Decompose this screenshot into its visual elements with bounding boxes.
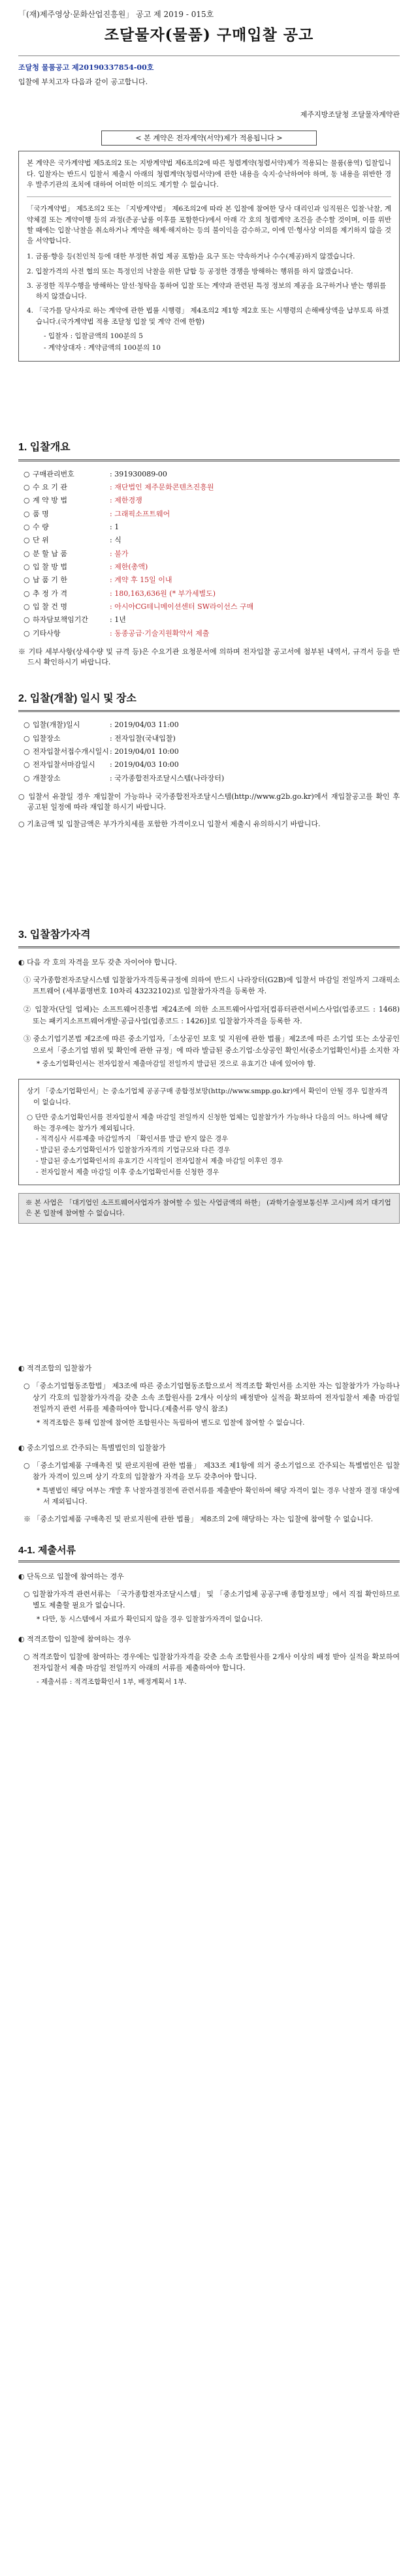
schedule-row-key: 입찰(개찰)일시 (33, 721, 80, 730)
eligibility-item: ① 국가종합전자조달시스템 입찰참가자격등록규정에 의하여 반드시 나라장터(G2B)에 입찰서 마감일 전일까지 그래픽소프트웨어 (세부품명번호 10차리 43232102)로 입찰참가자격을 등록한 자. (24, 975, 400, 996)
overview-row-value: : 동종공급·기술지원확약서 제출 (110, 628, 210, 638)
sme-certificate-box (18, 1079, 400, 1185)
overview-row-key: 수 요 기 관 (33, 483, 67, 491)
schedule-row (24, 745, 400, 758)
overview-row (24, 548, 400, 561)
overview-row-value: : 식 (110, 536, 121, 545)
sme-box-line: - 적격심사 서류제출 마감일까지 「확인서를 발급 받지 않은 경우 (36, 1135, 229, 1143)
bullet-icon: ○ (24, 615, 30, 625)
section-title-overview: 1. 입찰개요 (18, 440, 400, 461)
sme-box-line: ○ 단만 중소기업확인서를 전자입찰서 제출 마감일 전일까지 신청한 업체는 입찰참가가 가능하나 다음의 어느 하나에 해당하는 경우에는 참가가 제외됩니다. (27, 1113, 388, 1132)
documents-para: ○ 입찰참가자격 관련서류는 「국가종합전자조달시스템」 및 「중소기업체 공공구매 종합정보망」에서 직접 확인하므로 별도 제출할 필요가 없습니다. (24, 1589, 400, 1610)
contract-para-1: 본 계약은 국가계약법 제5조의2 또는 지방계약법 제6조의2에 따른 청렴계약(청렴서약)제가 적용되는 물품(용역) 입찰입니다. 입찰자는 반드시 입찰서 제출시 아래의 청렴계약(청렴서약)에 관한 내용을 숙지·승낙하여야 하며, 동 내용을 위반한 경우 발주기관의 조치에 대하여 어떠한 이의도 제기할 수 없습니다. (27, 159, 391, 189)
schedule-row-value: : 2019/04/01 10:00 (110, 747, 179, 756)
schedule-row-value: : 국가종합전자조달시스템(나라장터) (110, 773, 225, 783)
overview-row-value: : 계약 후 15일 이내 (110, 576, 172, 585)
combo-para: ○ 「중소기업협동조합법」 제3조에 따른 중소기업협동조합으로서 적격조합 확인서를 소지한 자는 입찰참가가 가능하나 상기 각호의 입찰참가자격을 갖춘 소속 조합원사를 2개사 이상의 배정받아 실적을 확보하여 전자입찰서 제출 마감일 전일까지 관련 서류를 제출하여야 합니다.(제출서류 양식 참조) (24, 1382, 400, 1414)
overview-row-key: 계 약 방 법 (33, 496, 67, 505)
eligibility-item: ② 입찰자(단일 업체)는 소프트웨어진흥법 제24조에 의한 소프트웨어사업자[컴퓨터관련서비스사업(업종코드 : 1468) 또는 패키지소프트웨어개발·공급사업(업종코드 : 1426)]로 입찰참가자격을 등록한 자. (24, 1005, 400, 1025)
contract-item: 1. 금품·향응 등(친인척 등에 대한 부정한 취업 제공 포함)을 요구 또는 약속하거나 수수(제공)하지 않겠습니다. (27, 253, 355, 261)
overview-row-key: 기타사항 (33, 628, 61, 638)
schedule-row-key: 입찰장소 (33, 734, 61, 743)
eligibility-item-note: * 중소기업확인서는 전자입찰서 제출마감일 전일까지 발급된 것으로 유효기간 내에 있어야 함. (37, 1060, 316, 1068)
overview-row-value: : 1 (110, 523, 120, 532)
overview-row-key: 입 찰 방 법 (33, 563, 67, 572)
documents-last: - 제출서류 : 적격조합확인서 1부, 배정계획서 1부. (37, 1677, 187, 1686)
bullet-icon: ○ (24, 469, 30, 478)
schedule-row (24, 772, 400, 785)
documents-para-2: ○ 적격조합이 입찰에 참여하는 경우에는 입찰참가자격을 갖춘 소속 조합원사를 2개사 이상의 배정 받아 실적을 확보하여 전자입찰서 제출 마감일 전일까지 아래의 서류를 제출하여야 합니다. (24, 1652, 400, 1673)
overview-row-value: : 제한(총액) (110, 563, 148, 572)
overview-row-value: : 아시아CG테니메이션센터 SW라이선스 구매 (110, 602, 254, 612)
bullet-icon: ○ (24, 536, 30, 545)
overview-row-key: 수 량 (33, 523, 49, 532)
section-title-eligibility: 3. 입찰참가자격 (18, 927, 400, 948)
integrity-contract-box (18, 151, 400, 362)
schedule-note: ○ 입찰서 유찰일 경우 재입찰이 가능하나 국가종합전자조달시스템(http://www.g2b.go.kr)에서 재입찰공고를 확인 후 공고된 일정에 따라 재입찰 하시기 바랍니다. (18, 792, 400, 811)
overview-row (24, 613, 400, 627)
bullet-icon: ○ (24, 563, 30, 572)
contract-sub: - 계약상대자 : 계약금액의 100분의 10 (44, 344, 161, 352)
schedule-row-value: : 전자입찰(국내입찰) (110, 734, 176, 743)
documents-note: * 다만, 동 시스템에서 자료가 확인되지 않을 경우 입찰참가자격이 없습니다. (37, 1615, 263, 1623)
overview-row (24, 627, 400, 640)
overview-row-key: 품 명 (33, 509, 49, 518)
overview-row-key: 단 위 (33, 536, 49, 545)
documents-head: ◐ 단독으로 입찰에 참여하는 경우 (18, 1572, 124, 1581)
overview-row-value: : 그래픽소프트웨어 (110, 509, 170, 518)
combo-head: ◐ 적격조합의 입찰참가 (18, 1364, 92, 1373)
bullet-icon: ○ (24, 576, 30, 585)
sme-box-line: - 발급된 중소기업확인서가 입찰참가자격의 기업규모와 다른 경우 (36, 1146, 231, 1155)
documents-head-2: ◐ 적격조합이 입찰에 참여하는 경우 (18, 1634, 131, 1643)
overview-row (24, 494, 400, 507)
bullet-icon: ○ (24, 589, 30, 598)
bullet-icon: ○ (24, 523, 30, 532)
overview-list (18, 468, 400, 640)
overview-row (24, 561, 400, 574)
eligibility-item: ③ 중소기업기본법 제2조에 따른 중소기업자,「소상공인 보호 및 지원에 관한 법률」제2조에 따른 소기업 또는 소상공인으로서「중소기업 범위 및 확인에 관한 규정」에 따라 발급된 중소기업·소상공인 확인서(중소기업확인서)를 소지한 자 (24, 1034, 400, 1055)
schedule-list (18, 719, 400, 785)
schedule-row-value: : 2019/04/03 11:00 (110, 721, 179, 730)
overview-row-key: 구매관리번호 (33, 469, 74, 478)
overview-row (24, 574, 400, 587)
schedule-row-key: 개찰장소 (33, 773, 61, 783)
divider (18, 55, 400, 56)
overview-row (24, 534, 400, 547)
overview-row (24, 468, 400, 481)
bullet-icon: ○ (24, 483, 30, 491)
sme-box-line: - 발급된 중소기업확인서의 유효기간 시작일이 전자입찰서 제출 마감일 이후인 경우 (36, 1156, 283, 1165)
notice-org: 「(재)제주영상·문화산업진흥원」 공고 제 2019 - 015호 (18, 10, 214, 19)
sme-box-line: 상기 「중소기업확인서」는 중소기업체 공공구매 종합정보망(http://www.smpp.go.kr)에서 확인이 안될 경우 입찰자격이 없습니다. (27, 1087, 388, 1106)
sme-box-line: - 전자입찰서 제출 마감일 이후 중소기업확인서를 신청한 경우 (36, 1168, 219, 1176)
overview-row (24, 521, 400, 534)
box-divider (27, 196, 391, 197)
bullet-icon: ○ (24, 509, 30, 518)
contract-item: 3. 공정한 직무수행을 방해하는 알선·청탁을 통하여 입찰 또는 계약과 관련된 특정 정보의 제공을 요구하거나 받는 행위를 하지 않겠습니다. (27, 281, 387, 301)
overview-row-value: : 불가 (110, 549, 129, 558)
contract-item: 4. 「국가를 당사자로 하는 계약에 관한 법률 시행령」 제4조의2 제1항 제2호 또는 시행령의 손해배상액을 납부토록 하겠습니다.(국가계약법 적용 조달청 입찰 및 계약 건에 한함) (27, 307, 389, 326)
bullet-icon: ○ (24, 628, 30, 638)
notice-number: 조달청 물품공고 제20190337854-00호 (18, 63, 154, 72)
overview-row-value: : 제한경쟁 (110, 496, 142, 505)
schedule-note: ○ 기초금액 및 입찰금액은 부가가치세를 포함한 가격이오니 입찰서 제출시 유의하시기 바랍니다. (18, 819, 321, 828)
overview-row-value: : 391930089-00 (110, 469, 167, 478)
overview-row-value: : 1년 (110, 615, 126, 625)
special-corp-note: * 특별법인 해당 여부는 개발 후 낙찰자결정전에 관련서류를 제출받아 확인하여 해당 자격이 없는 경우 낙찰자 결정 대상에서 제외됩니다. (37, 1486, 400, 1506)
overview-row-value: : 180,163,636원 (* 부가세별도) (110, 589, 216, 598)
exclusion-note: ※ 「중소기업제품 구매촉진 및 판로지원에 관한 법률」 제8조의 2에 해당하는 자는 입찰에 참여할 수 없습니다. (24, 1515, 374, 1524)
contract-item: 2. 입찰가격의 사전 협의 또는 특정인의 낙찰을 위한 담합 등 공정한 경쟁을 방해하는 행위를 하지 않겠습니다. (27, 267, 353, 275)
combo-note: * 적격조합은 통해 입찰에 참여한 조합원사는 독립하여 별도로 입찰에 참여할 수 없습니다. (37, 1418, 305, 1427)
contract-para-2: 「국가계약법」 제5조의2 또는 「지방계약법」 제6조의2에 따라 본 입찰에 참여한 당사 대리인과 임직원은 입찰·낙찰, 계약체결 또는 계약이행 등의 과정(준공·납품 이후를 포함한다)에서 아래 각 호의 청렴계약 조건을 준수할 것이며, 이를 위반할 때에는 입찰·낙찰을 취소하거나 계약을 해제·해지하는 등의 불이익을 감수하고, 이에 민·형사상 이의를 제기하지 않을 것을 서약합니다. (27, 205, 391, 245)
special-corp-para: ○ 「중소기업제품 구매촉진 및 판로지원에 관한 법률」 제33조 제1항에 의거 중소기업으로 간주되는 특별법인은 입찰참가 자격이 있으며 상기 각호의 입찰참가 자격을 모두 갖추어야 합니다. (24, 1461, 400, 1482)
schedule-row-value: : 2019/04/03 10:00 (110, 760, 179, 769)
overview-row-key: 분 할 납 품 (33, 549, 67, 558)
overview-row (24, 600, 400, 613)
section-title-documents: 4-1. 제출서류 (18, 1544, 400, 1562)
bullet-icon: ○ (24, 496, 30, 505)
eligibility-lead: ◐ 다음 각 호의 자격을 모두 갖춘 자이어야 합니다. (18, 957, 177, 967)
notice-intro: 입찰에 부치고자 다음과 같이 공고합니다. (18, 77, 148, 86)
overview-note: ※ 기타 세부사항(상세수량 및 규격 등)은 수요기관 요청문서에 의하며 전자입찰 공고서에 첨부된 내역서, 규격서 등을 반드시 확인하시기 바랍니다. (18, 647, 400, 667)
schedule-row-key: 전자입찰서접수개시일시 (33, 747, 109, 756)
contract-tag: < 본 계약은 전자계약(서약)제가 적용됩니다 > (101, 131, 317, 146)
bullet-icon: ○ (24, 602, 30, 612)
schedule-row (24, 758, 400, 771)
bullet-icon: ○ (24, 747, 30, 756)
overview-row-key: 하자담보책임기간 (33, 615, 89, 625)
bullet-icon: ○ (24, 734, 30, 743)
page-title: 조달물자(물품) 구매입찰 공고 (104, 26, 314, 44)
overview-row (24, 587, 400, 600)
schedule-row (24, 732, 400, 745)
bullet-icon: ○ (24, 721, 30, 730)
section-title-schedule: 2. 입찰(개찰) 일시 및 장소 (18, 691, 400, 712)
overview-row-key: 납 품 기 한 (33, 576, 67, 585)
overview-row-value: : 재단법인 제주문화콘텐츠진흥원 (110, 483, 214, 491)
bullet-icon: ○ (24, 760, 30, 769)
large-company-notice: ※ 본 사업은 「대기업인 소프트웨어사업자가 참여할 수 있는 사업금액의 하한」 (과학기술정보통신부 고시)에 의거 대기업은 본 입찰에 참여할 수 없습니다. (18, 1193, 400, 1224)
special-corp-head: ◐ 중소기업으로 간주되는 특별법인의 입찰참가 (18, 1443, 166, 1452)
notice-header (18, 0, 400, 46)
overview-row (24, 481, 400, 494)
contract-sub: - 입찰자 : 입찰금액의 100분의 5 (44, 332, 143, 340)
bullet-icon: ○ (24, 773, 30, 783)
overview-row-key: 입 찰 건 명 (33, 602, 67, 612)
bullet-icon: ○ (24, 549, 30, 558)
schedule-row (24, 719, 400, 732)
schedule-row-key: 전자입찰서마감일시 (33, 760, 95, 769)
overview-row-key: 추 정 가 격 (33, 589, 67, 598)
signature: 제주지방조달청 조달물자계약관 (300, 110, 400, 119)
overview-row (24, 508, 400, 521)
